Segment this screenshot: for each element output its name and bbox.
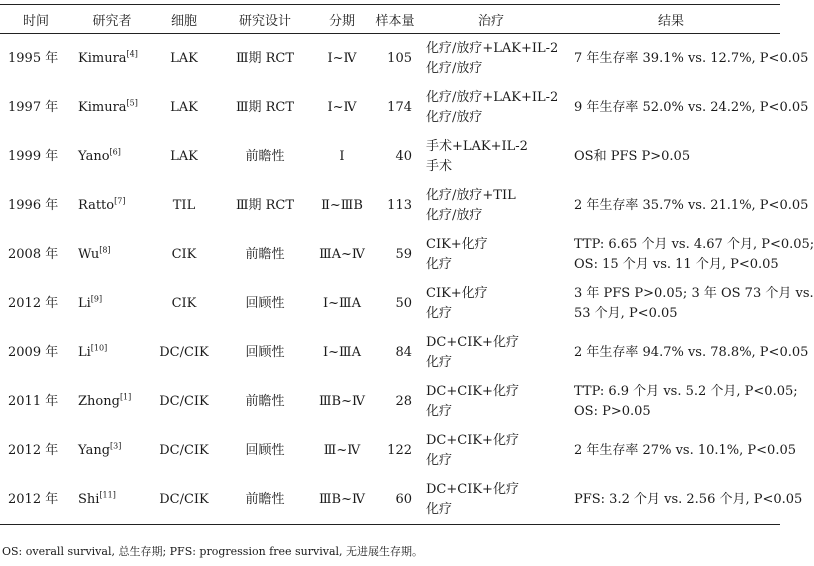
- cell-sample-size: 28: [395, 393, 412, 409]
- cell-cell-type: LAK: [170, 50, 198, 66]
- treatment-line: 化疗: [426, 256, 453, 272]
- cell-result: [562, 279, 814, 328]
- result-line: PFS: 3.2 个月 vs. 2.56 个月, P<0.05: [574, 491, 803, 507]
- cell-design: 回顾性: [245, 344, 285, 360]
- cell-time: 2011 年: [8, 393, 59, 409]
- reference-superscript: [4]: [126, 49, 138, 59]
- treatment-line: DC+CIK+化疗: [426, 432, 519, 448]
- cell-cell-type: TIL: [172, 197, 196, 213]
- cell-sample-size: 105: [387, 50, 412, 66]
- cell-author: [72, 426, 152, 475]
- reference-superscript: [7]: [114, 196, 126, 206]
- treatment-line: 化疗: [426, 354, 453, 370]
- table-row: [0, 181, 780, 230]
- table-row: [0, 230, 780, 279]
- table-row: [0, 328, 780, 377]
- cell-result: [562, 377, 798, 426]
- cell-stage: ⅢB~Ⅳ: [314, 475, 370, 525]
- cell-result: [562, 83, 809, 132]
- cell-treatment: [420, 181, 562, 230]
- author-name: Shi: [78, 491, 100, 507]
- reference-superscript: [5]: [126, 98, 138, 108]
- clinical-studies-table: [0, 4, 814, 525]
- result-line: TTP: 6.65 个月 vs. 4.67 个月, P<0.05;: [574, 236, 814, 252]
- cell-result: [562, 230, 814, 279]
- results-table-container: [0, 4, 814, 525]
- cell-design: 前瞻性: [245, 393, 285, 409]
- cell-result: [562, 426, 796, 475]
- reference-superscript: [1]: [119, 392, 132, 402]
- author-name: Yano: [78, 148, 110, 164]
- treatment-line: CIK+化疗: [426, 236, 488, 252]
- cell-cell-type: CIK: [171, 295, 197, 311]
- table-row: [0, 34, 780, 84]
- cell-result: [562, 34, 809, 84]
- cell-sample-size: 174: [387, 99, 412, 115]
- table-body: [0, 34, 814, 525]
- cell-cell-type: CIK: [171, 246, 197, 262]
- cell-time: 1995 年: [8, 50, 59, 66]
- cell-time: 2009 年: [8, 344, 59, 360]
- treatment-line: DC+CIK+化疗: [426, 481, 519, 497]
- header-time: 时间: [0, 5, 72, 34]
- cell-treatment: [420, 426, 562, 475]
- cell-result: [562, 475, 803, 525]
- cell-time: 2012 年: [0, 475, 72, 525]
- author-name: Kimura: [78, 50, 127, 66]
- treatment-line: 化疗: [426, 501, 453, 517]
- cell-author: [72, 181, 152, 230]
- cell-time: 2012 年: [8, 295, 59, 311]
- author-name: Kimura: [78, 99, 127, 115]
- cell-design: Ⅲ期 RCT: [235, 99, 295, 115]
- cell-stage: ⅢB~Ⅳ: [319, 393, 365, 409]
- result-line: 7 年生存率 39.1% vs. 12.7%, P<0.05: [574, 50, 809, 66]
- cell-sample-size: 50: [395, 295, 412, 311]
- cell-author: [72, 279, 152, 328]
- cell-time: 1999 年: [8, 148, 59, 164]
- author-name: Wu: [78, 246, 100, 262]
- cell-cell-type: DC/CIK: [152, 475, 216, 525]
- cell-sample-size: 84: [395, 344, 412, 360]
- table-row: [0, 426, 780, 475]
- cell-treatment: [420, 83, 562, 132]
- cell-time: 2012 年: [8, 442, 59, 458]
- result-line: 2 年生存率 94.7% vs. 78.8%, P<0.05: [574, 344, 809, 360]
- cell-design: 回顾性: [245, 295, 285, 311]
- cell-sample-size: 40: [395, 148, 412, 164]
- cell-treatment: [420, 377, 562, 426]
- treatment-line: DC+CIK+化疗: [426, 334, 519, 350]
- cell-sample-size: 122: [387, 442, 412, 458]
- cell-sample-size: 60: [370, 475, 420, 525]
- cell-stage: ⅢA~Ⅳ: [319, 246, 365, 262]
- table-row: [0, 377, 780, 426]
- treatment-line: 化疗/放疗+LAK+IL-2: [426, 89, 559, 105]
- cell-result: [562, 328, 809, 377]
- cell-design: 前瞻性: [245, 148, 285, 164]
- header-cell: 细胞: [152, 5, 216, 34]
- treatment-line: 化疗/放疗: [426, 60, 483, 76]
- reference-superscript: [9]: [90, 294, 103, 304]
- treatment-line: 化疗: [426, 305, 453, 321]
- cell-author: [72, 34, 152, 84]
- cell-sample-size: 59: [395, 246, 412, 262]
- cell-cell-type: LAK: [170, 148, 198, 164]
- treatment-line: 化疗: [426, 403, 453, 419]
- reference-superscript: [3]: [110, 441, 122, 451]
- cell-stage: Ⅰ~ⅢA: [323, 295, 361, 311]
- cell-result: [562, 181, 809, 230]
- cell-cell-type: LAK: [170, 99, 198, 115]
- cell-author: [72, 83, 152, 132]
- cell-stage: Ⅰ~Ⅳ: [327, 99, 357, 115]
- cell-cell-type: DC/CIK: [159, 344, 209, 360]
- result-line: 53 个月, P<0.05: [574, 305, 678, 321]
- reference-superscript: [11]: [99, 490, 116, 500]
- treatment-line: 手术: [426, 158, 453, 174]
- cell-design: 前瞻性: [245, 246, 285, 262]
- result-line: OS: P>0.05: [574, 403, 651, 419]
- cell-design: 前瞻性: [216, 475, 314, 525]
- cell-author: [72, 377, 152, 426]
- treatment-line: 化疗/放疗+TIL: [426, 187, 516, 203]
- cell-time: 1997 年: [8, 99, 59, 115]
- result-line: OS和 PFS P>0.05: [574, 148, 691, 164]
- cell-result: [562, 132, 780, 181]
- table-row: [0, 132, 780, 181]
- cell-stage: Ⅰ~Ⅳ: [327, 50, 357, 66]
- cell-author: [72, 475, 152, 525]
- cell-author: [72, 230, 152, 279]
- cell-stage: Ⅲ~Ⅳ: [323, 442, 361, 458]
- cell-stage: Ⅱ~ⅢB: [321, 197, 363, 213]
- cell-author: [72, 328, 152, 377]
- cell-treatment: [420, 279, 562, 328]
- cell-author: [72, 132, 152, 181]
- cell-sample-size: 113: [387, 197, 412, 213]
- result-line: 3 年 PFS P>0.05; 3 年 OS 73 个月 vs.: [574, 285, 814, 301]
- table-row: [0, 279, 780, 328]
- cell-treatment: [420, 475, 562, 525]
- header-stage: 分期: [314, 5, 370, 34]
- reference-superscript: [10]: [90, 343, 108, 353]
- cell-treatment: [420, 230, 562, 279]
- header-sample-size: 样本量: [370, 5, 420, 34]
- result-line: 2 年生存率 35.7% vs. 21.1%, P<0.05: [574, 197, 809, 213]
- author-name: Zhong: [78, 393, 120, 409]
- cell-time: 1996 年: [8, 197, 59, 213]
- header-treatment: 治疗: [420, 5, 562, 34]
- treatment-line: 化疗: [426, 452, 453, 468]
- treatment-line: 化疗/放疗: [426, 207, 483, 223]
- header-author: 研究者: [72, 5, 152, 34]
- cell-design: 回顾性: [245, 442, 285, 458]
- table-row: [0, 83, 780, 132]
- author-name: Li: [78, 295, 91, 311]
- author-name: Yang: [78, 442, 111, 458]
- treatment-line: 化疗/放疗+LAK+IL-2: [426, 40, 559, 56]
- treatment-line: 化疗/放疗: [426, 109, 483, 125]
- author-name: Li: [78, 344, 91, 360]
- reference-superscript: [6]: [109, 147, 121, 157]
- treatment-line: 手术+LAK+IL-2: [426, 138, 528, 154]
- table-row: [0, 475, 780, 525]
- result-line: 2 年生存率 27% vs. 10.1%, P<0.05: [574, 442, 796, 458]
- table-header-row: [0, 5, 780, 34]
- cell-design: Ⅲ期 RCT: [235, 197, 295, 213]
- cell-cell-type: DC/CIK: [159, 442, 209, 458]
- cell-cell-type: DC/CIK: [159, 393, 209, 409]
- result-line: 9 年生存率 52.0% vs. 24.2%, P<0.05: [574, 99, 809, 115]
- cell-design: Ⅲ期 RCT: [235, 50, 295, 66]
- treatment-line: DC+CIK+化疗: [426, 383, 519, 399]
- result-line: OS: 15 个月 vs. 11 个月, P<0.05: [574, 256, 779, 272]
- author-name: Ratto: [78, 197, 115, 213]
- cell-stage: Ⅰ: [339, 148, 345, 164]
- table-footnote: OS: overall survival, 总生存期; PFS: progression free survival, 无进展生存期。: [2, 545, 424, 558]
- cell-treatment: [420, 132, 562, 181]
- reference-superscript: [8]: [99, 245, 111, 255]
- cell-stage: Ⅰ~ⅢA: [323, 344, 361, 360]
- cell-treatment: [420, 34, 562, 84]
- header-design: 研究设计: [216, 5, 314, 34]
- cell-time: 2008 年: [8, 246, 59, 262]
- treatment-line: CIK+化疗: [426, 285, 488, 301]
- cell-treatment: [420, 328, 562, 377]
- header-result: 结果: [562, 5, 780, 34]
- result-line: TTP: 6.9 个月 vs. 5.2 个月, P<0.05;: [574, 383, 798, 399]
